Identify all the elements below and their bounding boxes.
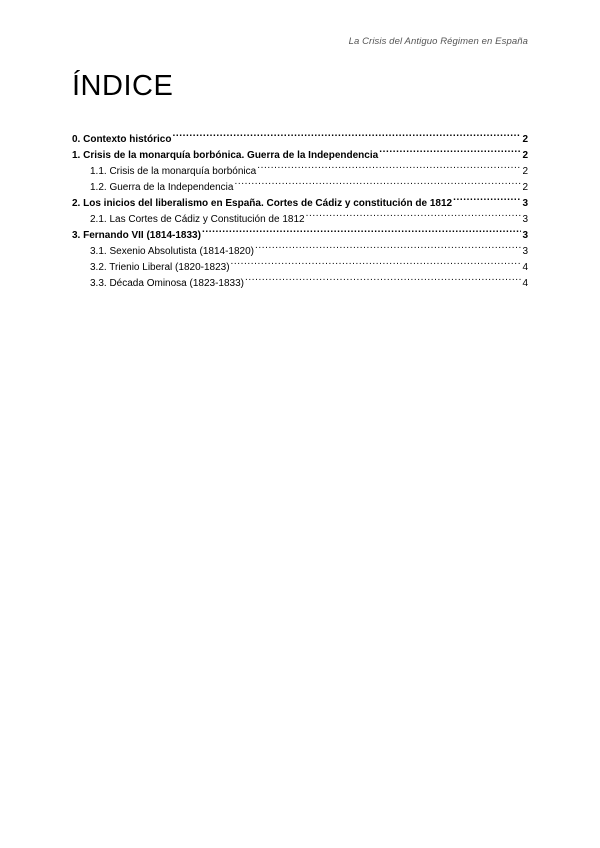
toc-entry-label: 2. Los inicios del liberalismo en España. Cortes de Cádiz y constitución de 1812 [72, 198, 453, 209]
running-header: La Crisis del Antiguo Régimen en España [348, 36, 528, 47]
toc-entry-label: 3.1. Sexenio Absolutista (1814-1820) [90, 246, 254, 257]
toc-entry-page: 2 [522, 166, 528, 177]
dot-leader [453, 190, 521, 206]
toc-entry-label: 0. Contexto histórico [72, 134, 172, 145]
toc-entry-page: 2 [522, 150, 528, 161]
table-of-contents [72, 126, 528, 289]
dot-leader [379, 142, 521, 158]
dot-leader [245, 270, 521, 286]
toc-entry-page: 3 [522, 246, 528, 257]
toc-entry-page: 2 [522, 182, 528, 193]
toc-entry-label: 1.1. Crisis de la monarquía borbónica [90, 166, 257, 177]
toc-entry-label: 3.3. Década Ominosa (1823-1833) [90, 278, 244, 289]
toc-entry-page: 3 [522, 230, 528, 241]
toc-entry-page: 4 [522, 262, 528, 273]
dot-leader [202, 222, 521, 238]
toc-entry-page: 2 [522, 134, 528, 145]
toc-entry-label: 3. Fernando VII (1814-1833) [72, 230, 201, 241]
dot-leader [234, 174, 521, 190]
dot-leader [231, 254, 522, 270]
toc-entry-label: 1.2. Guerra de la Independencia [90, 182, 234, 193]
page-title: ÍNDICE [72, 70, 174, 102]
dot-leader [257, 158, 521, 174]
toc-entry-label: 1. Crisis de la monarquía borbónica. Guerra de la Independencia [72, 150, 379, 161]
toc-entry-0[interactable] [72, 126, 528, 145]
dot-leader [255, 238, 521, 254]
toc-entry-page: 4 [522, 278, 528, 289]
toc-entry-label: 2.1. Las Cortes de Cádiz y Constitución de 1812 [90, 214, 305, 225]
toc-entry-page: 3 [522, 198, 528, 209]
dot-leader [172, 126, 521, 142]
toc-entry-page: 3 [522, 214, 528, 225]
toc-entry-label: 3.2. Trienio Liberal (1820-1823) [90, 262, 230, 273]
dot-leader [306, 206, 522, 222]
